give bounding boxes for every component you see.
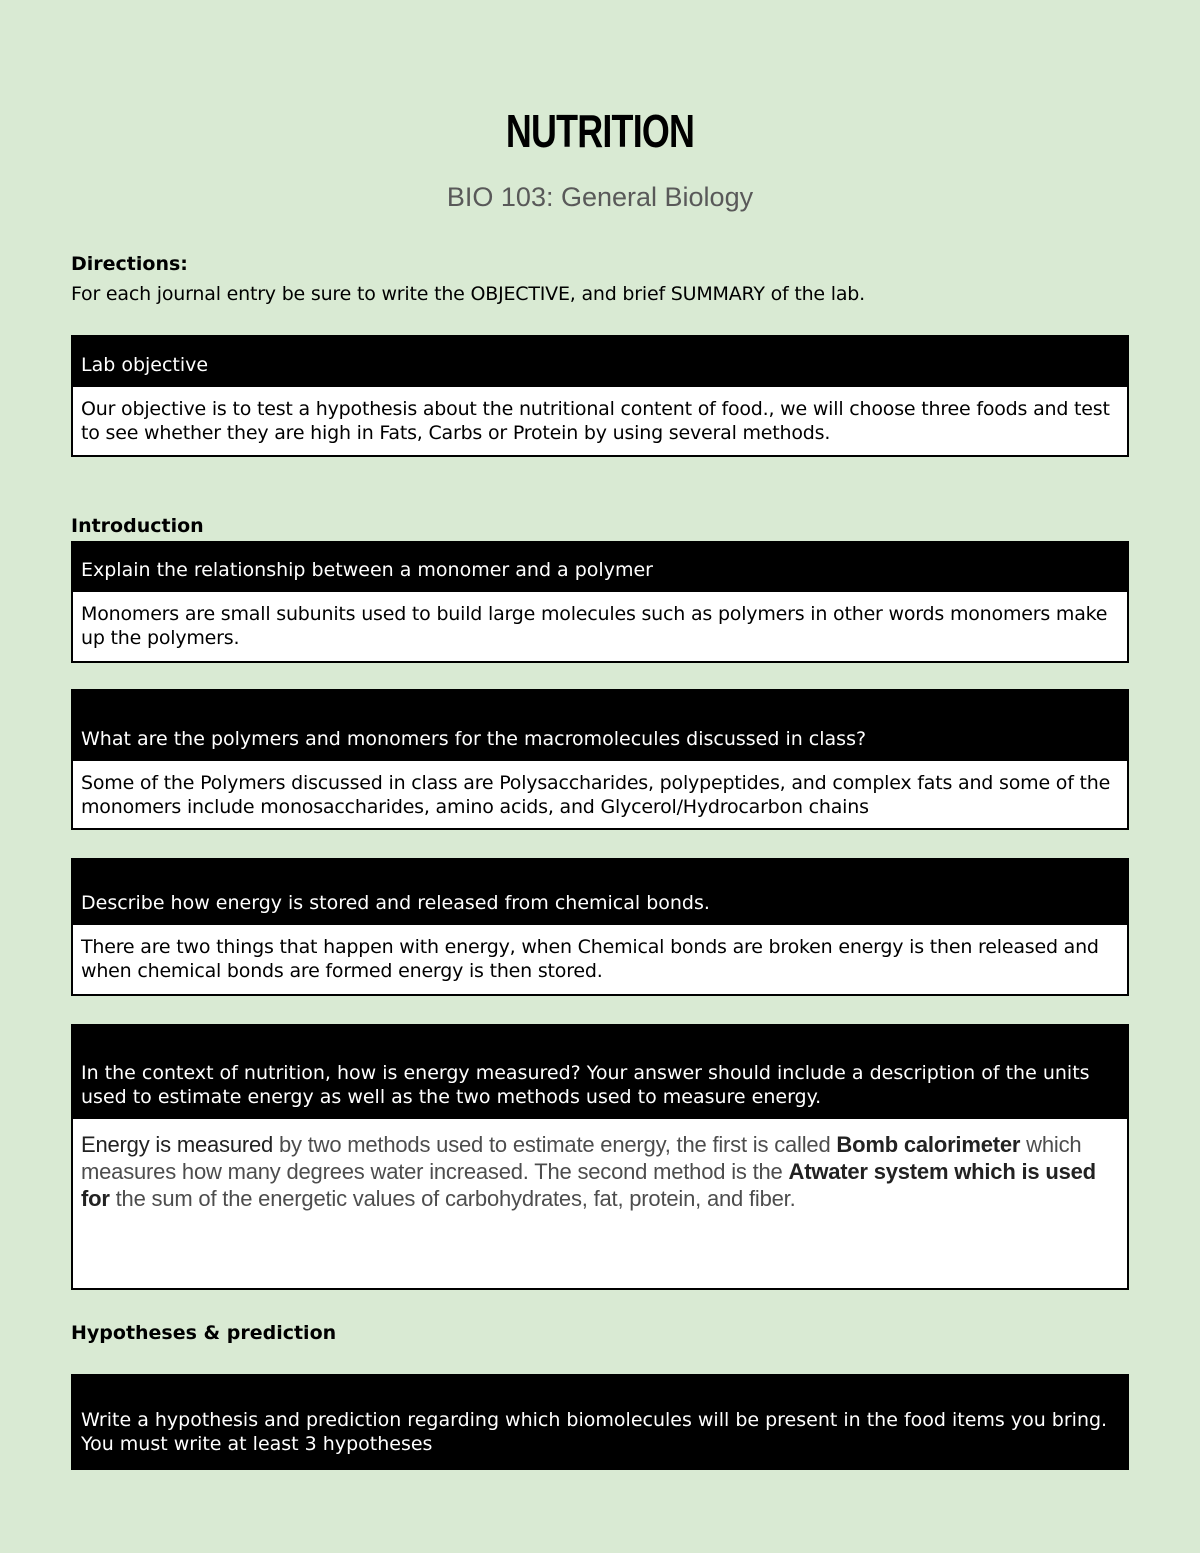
question-heading: In the context of nutrition, how is energy measured? Your answer should include a description of the units used to estimate energy as well as the two methods used to measure energy.	[73, 1026, 1127, 1119]
question-box-monomer-polymer	[71, 541, 1129, 663]
question-heading: Write a hypothesis and prediction regarding which biomolecules will be present in the food items you bring. You must write at least 3 hypotheses	[73, 1376, 1127, 1468]
introduction-label: Introduction	[71, 515, 204, 537]
answer-text[interactable]: Monomers are small subunits used to build large molecules such as polymers in other words monomers make up the polymers.	[81, 603, 1108, 649]
question-heading: Describe how energy is stored and released from chemical bonds.	[73, 860, 1127, 925]
lab-objective-answer[interactable]: Our objective is to test a hypothesis about the nutritional content of food., we will choose three foods and test to see whether they are high in Fats, Carbs or Protein by using several methods.	[81, 398, 1110, 444]
question-heading: Explain the relationship between a monomer and a polymer	[73, 543, 1127, 592]
directions-text: For each journal entry be sure to write the OBJECTIVE, and brief SUMMARY of the lab.	[71, 283, 865, 305]
answer-text[interactable]: Some of the Polymers discussed in class are Polysaccharides, polypeptides, and complex fats and some of the monomers include monosaccharides, amino acids, and Glycerol/Hydrocarbon chains	[81, 772, 1111, 818]
course-subtitle: BIO 103: General Biology	[446, 182, 754, 212]
question-box-energy-bonds	[71, 858, 1129, 996]
question-heading: What are the polymers and monomers for the macromolecules discussed in class?	[73, 691, 1127, 761]
question-box-energy-measured	[71, 1024, 1129, 1290]
answer-text[interactable]: There are two things that happen with energy, when Chemical bonds are broken energy is then released and when chemical bonds are formed energy is then stored.	[81, 936, 1099, 982]
question-box-hypotheses	[71, 1374, 1129, 1470]
hypotheses-label: Hypotheses & prediction	[71, 1322, 337, 1344]
directions-label: Directions:	[71, 253, 188, 275]
question-box-polymers-monomers	[71, 689, 1129, 830]
answer-text[interactable]: Energy is measured by two methods used to estimate energy, the first is called Bomb calorimeter which measures how many degrees water increased. The second method is the Atwater system which is used for the sum of the energetic values of carbohydrates, fat, protein, and fiber.	[81, 1132, 1096, 1211]
lab-objective-box	[71, 335, 1129, 457]
page-title: NUTRITION	[505, 105, 695, 157]
lab-objective-heading: Lab objective	[73, 337, 1127, 387]
